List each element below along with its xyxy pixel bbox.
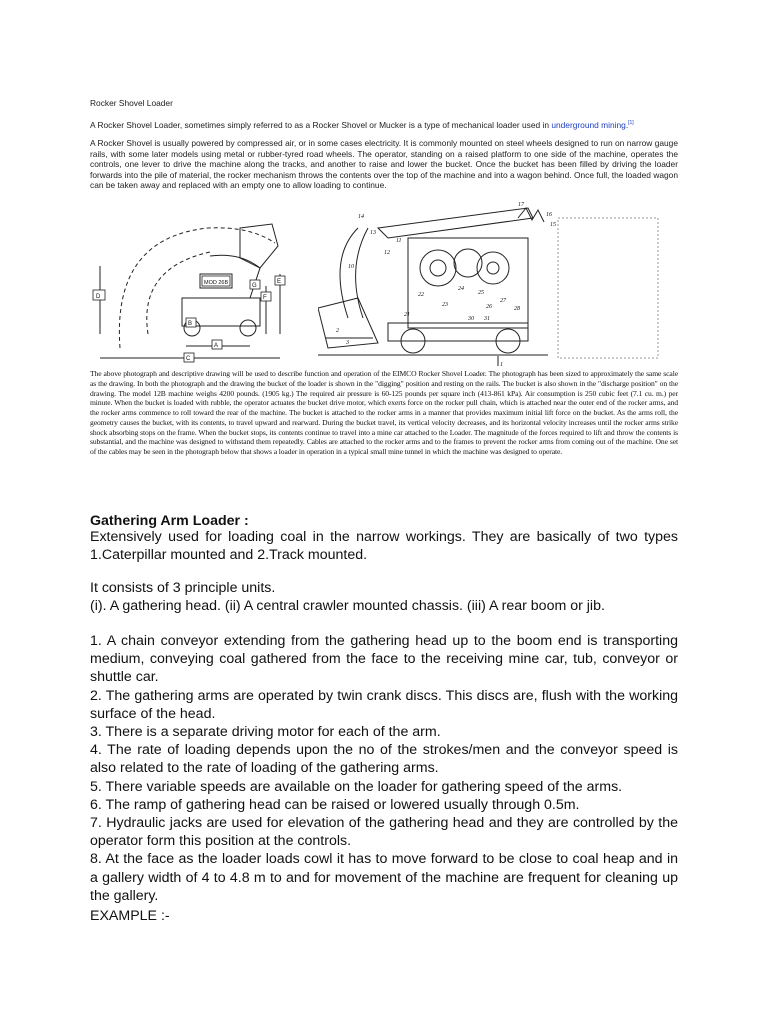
dim-label-g: G bbox=[252, 283, 257, 289]
ref-1: 1 bbox=[500, 362, 503, 368]
ref-22: 22 bbox=[418, 292, 424, 298]
section-title-rocker-shovel: Rocker Shovel Loader bbox=[90, 98, 173, 108]
list-item: 2. The gathering arms are operated by twin crank discs. This discs are, flush with the working surface of the head. bbox=[90, 687, 678, 722]
list-item: 5. There variable speeds are available on the loader for gathering speed of the arms. bbox=[90, 778, 623, 795]
rocker-description-paragraph: A Rocker Shovel is usually powered by compressed air, or in some cases electricity. It is commonly mounted on steel wheels designed to run on narrow gauge rails, with some later models using metal or rubber-tyred road wheels. The operator, standing on a raised platform to one side of the machine, operates the controls, one lever to drive the machine along the tracks, and another to raise and lower the bucket. Once the bucket has been filled by driving the loader forwards into the pile of material, the rocker mechanism throws the contents over the top of the machine and into a wagon behind. Once full, the loaded wagon can be taken away and replaced with an empty one to allow loading to continue. bbox=[90, 138, 678, 191]
dim-label-f: F bbox=[263, 295, 267, 301]
units-line-1: It consists of 3 principle units. bbox=[90, 580, 276, 596]
dim-label-b: B bbox=[188, 321, 193, 327]
ref-24: 24 bbox=[458, 286, 464, 292]
ref-15: 15 bbox=[550, 222, 556, 228]
list-item: 8. At the face as the loader loads cowl it has to move forward to be close to coal heap and in a gallery width of 4 to 4.8 m to and for movement of the machine are frequent for cleaning up the gallery. bbox=[90, 851, 678, 904]
ref-13: 13 bbox=[370, 230, 376, 236]
rocker-shovel-dimension-drawing bbox=[90, 198, 316, 368]
figure-caption: The above photograph and descriptive drawing will be used to describe function and operation of the EIMCO Rocker Shovel Loader. The photograph has been sized to approximately the same scale as the drawing. In both the photograph and the drawing the bucket of the loader is shown in the "digging" position and resting on the rails. The bucket is also shown in the "discharge position" on the drawing. The model 12B machine weighs 4200 pounds. (1905 kg.) The required air pressure is 60-125 pounds per square inch (413-861 kPa). Air consumption is 250 cubic feet (7.1 cu. m.) per minute. When the bucket is loaded with rubble, the operator actuates the bucket drive motor, which exerts force on the rocker pull chain, which is attached near the outer end of the rocker arms, and the rocker arms commence to roll toward the rear of the machine. The bucket is attached to the rocker arms in a manner that provides maximum initial lift force on the bucket. As the arms roll, the geometry causes the bucket, with its contents, to travel upward and rearward. During the bucket travel, its vertical velocity decreases, and its horizontal velocity increases until the rocker arms strike shock absorbing stops on the frame. When the bucket stops, its contents continue to travel into a mine car attached to the Loader. The magnitude of the forces required to lift and throw the contents is substantial, and the machine was designed to withstand them repeatedly. Cables are attached to the rocker arms and to the frames to prevent the rocker arms from coming out of the machine. One set of the cables may be seen in the photograph below that shows a loader in operation in a typical small mine tunnel in which the machine was designed to operate. bbox=[90, 369, 678, 456]
ref-30: 30 bbox=[468, 316, 474, 322]
footnote-ref-link[interactable]: [1] bbox=[628, 120, 634, 126]
principle-units-block bbox=[90, 579, 678, 615]
ref-11: 11 bbox=[396, 238, 402, 244]
ref-23: 23 bbox=[442, 302, 448, 308]
dim-label-e: E bbox=[277, 279, 282, 285]
ref-25: 25 bbox=[478, 290, 484, 296]
list-item: 3. There is a separate driving motor for each of the arm. bbox=[90, 724, 441, 741]
section-heading-gathering-arm-loader: Gathering Arm Loader : bbox=[90, 513, 249, 529]
list-item: 1. A chain conveyor extending from the gathering head up to the boom end is transporting medium, conveying coal gathered from the face to the receiving mine car, tub, conveyor or shuttle car. bbox=[90, 633, 678, 686]
dim-label-d: D bbox=[96, 294, 101, 300]
intro-period: . bbox=[625, 119, 629, 130]
model-plate-label: MOD 26B bbox=[204, 280, 229, 286]
units-line-2: (i). A gathering head. (ii) A central crawler mounted chassis. (iii) A rear boom or jib. bbox=[90, 598, 605, 615]
ref-16: 16 bbox=[546, 212, 552, 218]
gathering-points-list bbox=[90, 632, 678, 905]
example-label: EXAMPLE :- bbox=[90, 908, 170, 924]
list-item: 6. The ramp of gathering head can be raised or lowered usually through 0.5m. bbox=[90, 796, 580, 813]
ref-14: 14 bbox=[358, 214, 364, 220]
ref-27: 27 bbox=[500, 298, 506, 304]
ref-21: 21 bbox=[404, 312, 410, 318]
ref-3: 3 bbox=[346, 340, 349, 346]
rocker-shovel-mechanism-drawing bbox=[318, 198, 670, 368]
dim-label-a: A bbox=[214, 343, 219, 349]
ref-31: 31 bbox=[484, 316, 490, 322]
ref-26: 26 bbox=[486, 304, 492, 310]
list-item: 7. Hydraulic jacks are used for elevation of the gathering head and they are controlled by the operator form this position at the controls. bbox=[90, 815, 678, 850]
dim-label-c: C bbox=[186, 356, 191, 362]
intro-text: A Rocker Shovel Loader, sometimes simply referred to as a Rocker Shovel or Mucker is a type of mechanical loader used in bbox=[90, 119, 552, 130]
underground-mining-link[interactable]: underground mining bbox=[551, 119, 626, 130]
list-item: 4. The rate of loading depends upon the no of the strokes/men and the conveyor speed is also related to the rate of loading of the gathering arms. bbox=[90, 742, 678, 777]
ref-10: 10 bbox=[348, 264, 354, 270]
gathering-intro-paragraph: Extensively used for loading coal in the narrow workings. They are basically of two types 1.Caterpillar mounted and 2.Track mounted. bbox=[90, 529, 678, 564]
ref-17: 17 bbox=[518, 202, 524, 208]
rocker-intro-paragraph bbox=[90, 118, 690, 130]
ref-28: 28 bbox=[514, 306, 520, 312]
ref-12: 12 bbox=[384, 250, 390, 256]
ref-2: 2 bbox=[336, 328, 339, 334]
